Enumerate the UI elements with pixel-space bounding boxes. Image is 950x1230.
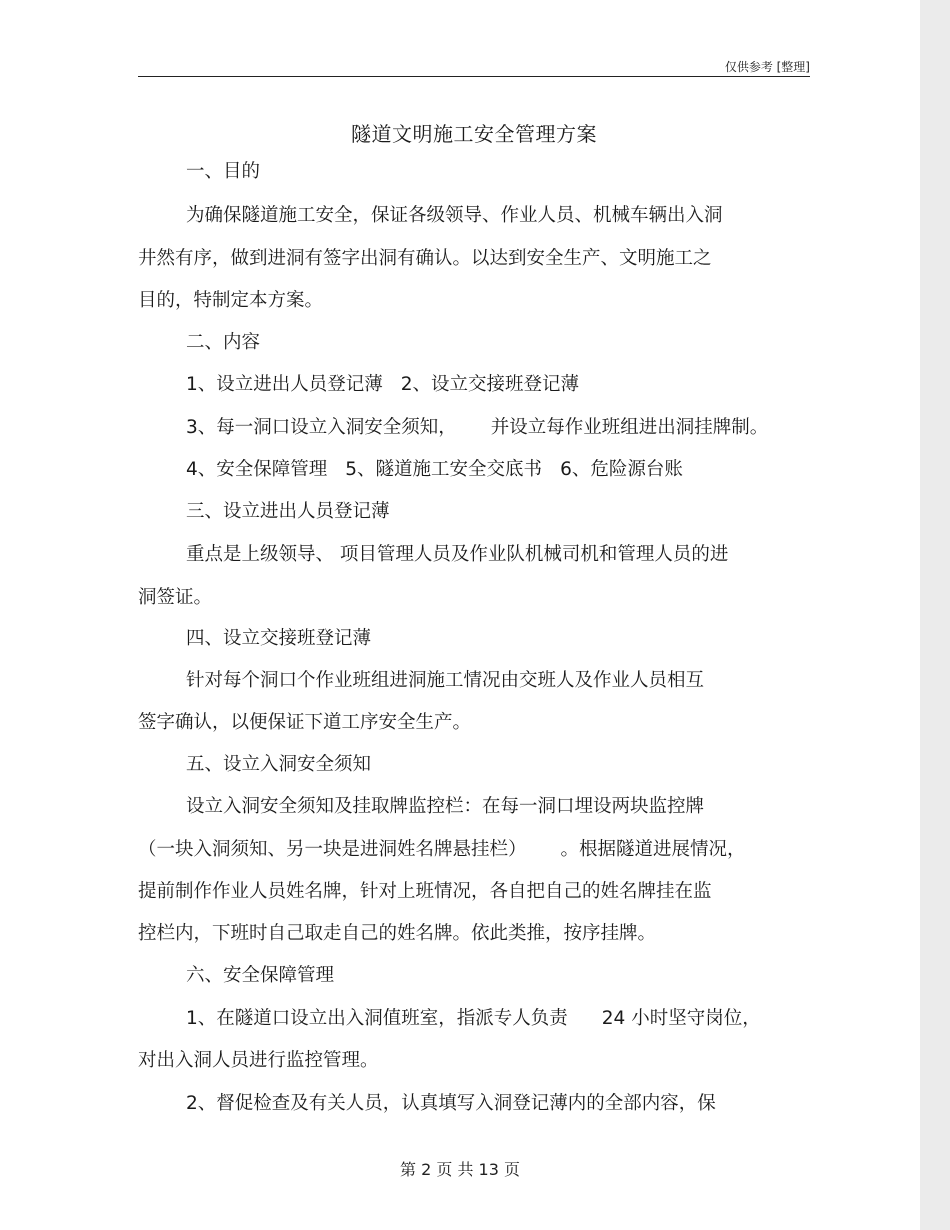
paragraph-line: 控栏内，下班时自己取走自己的姓名牌。依此类推，按序挂牌。 <box>138 923 657 944</box>
paragraph-line: 重点是上级领导、 项目管理人员及作业队机械司机和管理人员的进 <box>186 544 729 565</box>
document-title: 隧道文明施工安全管理方案 <box>351 122 597 146</box>
paragraph-fragment: （一块入洞须知、另一块是进洞姓名牌悬挂栏） <box>138 839 527 860</box>
section-heading-4: 四、设立交接班登记薄 <box>186 628 372 649</box>
content-item-4: 4、安全保障管理 <box>186 459 328 480</box>
content-item-2: 2、设立交接班登记薄 <box>400 374 580 395</box>
content-item-6: 6、危险源台账 <box>560 459 683 480</box>
paragraph-fragment: 。根据隧道进展情况， <box>560 839 746 860</box>
content-item-line <box>186 376 579 395</box>
paragraph-line <box>186 1010 761 1029</box>
viewer-background <box>920 0 950 1230</box>
paragraph-line: 提前制作作业人员姓名牌，针对上班情况，各自把自己的姓名牌挂在监 <box>138 881 712 902</box>
paragraph-line <box>138 841 746 860</box>
paragraph-line: 井然有序，做到进洞有签字出洞有确认。以达到安全生产、文明施工之 <box>138 248 712 269</box>
paragraph-line: 洞签证。 <box>138 587 213 608</box>
page-header: 仅供参考 [整理] <box>724 60 810 74</box>
content-item-line <box>186 419 768 438</box>
section-heading-3: 三、设立进出人员登记薄 <box>186 501 390 522</box>
content-item-5: 5、隧道施工安全交底书 <box>345 459 543 480</box>
section-heading-5: 五、设立入洞安全须知 <box>186 754 372 775</box>
paragraph-line: 设立入洞安全须知及挂取牌监控栏：在每一洞口埋设两块监控牌 <box>186 796 705 817</box>
paragraph-line: 2、督促检查及有关人员，认真填写入洞登记薄内的全部内容，保 <box>186 1093 716 1114</box>
paragraph-line: 为确保隧道施工安全，保证各级领导、作业人员、机械车辆出入洞 <box>186 205 723 226</box>
header-rule <box>138 76 810 77</box>
content-item-3b: 并设立每作业班组进出洞挂牌制。 <box>490 417 769 438</box>
paragraph-line: 签字确认，以便保证下道工序安全生产。 <box>138 712 472 733</box>
page-footer: 第 2 页 共 13 页 <box>400 1160 520 1179</box>
section-heading-2: 二、内容 <box>186 332 261 353</box>
paragraph-line: 针对每个洞口个作业班组进洞施工情况由交班人及作业人员相互 <box>186 670 705 691</box>
content-item-3a: 3、每一洞口设立入洞安全须知， <box>186 417 457 438</box>
paragraph-line: 对出入洞人员进行监控管理。 <box>138 1050 379 1071</box>
paragraph-fragment: 1、在隧道口设立出入洞值班室，指派专人负责 <box>186 1008 568 1029</box>
section-heading-6: 六、安全保障管理 <box>186 965 335 986</box>
content-item-1: 1、设立进出人员登记薄 <box>186 374 383 395</box>
paragraph-fragment: 24 小时坚守岗位， <box>601 1008 761 1029</box>
content-item-line <box>186 461 683 480</box>
section-heading-1: 一、目的 <box>186 161 261 182</box>
paragraph-line: 目的，特制定本方案。 <box>138 290 324 311</box>
